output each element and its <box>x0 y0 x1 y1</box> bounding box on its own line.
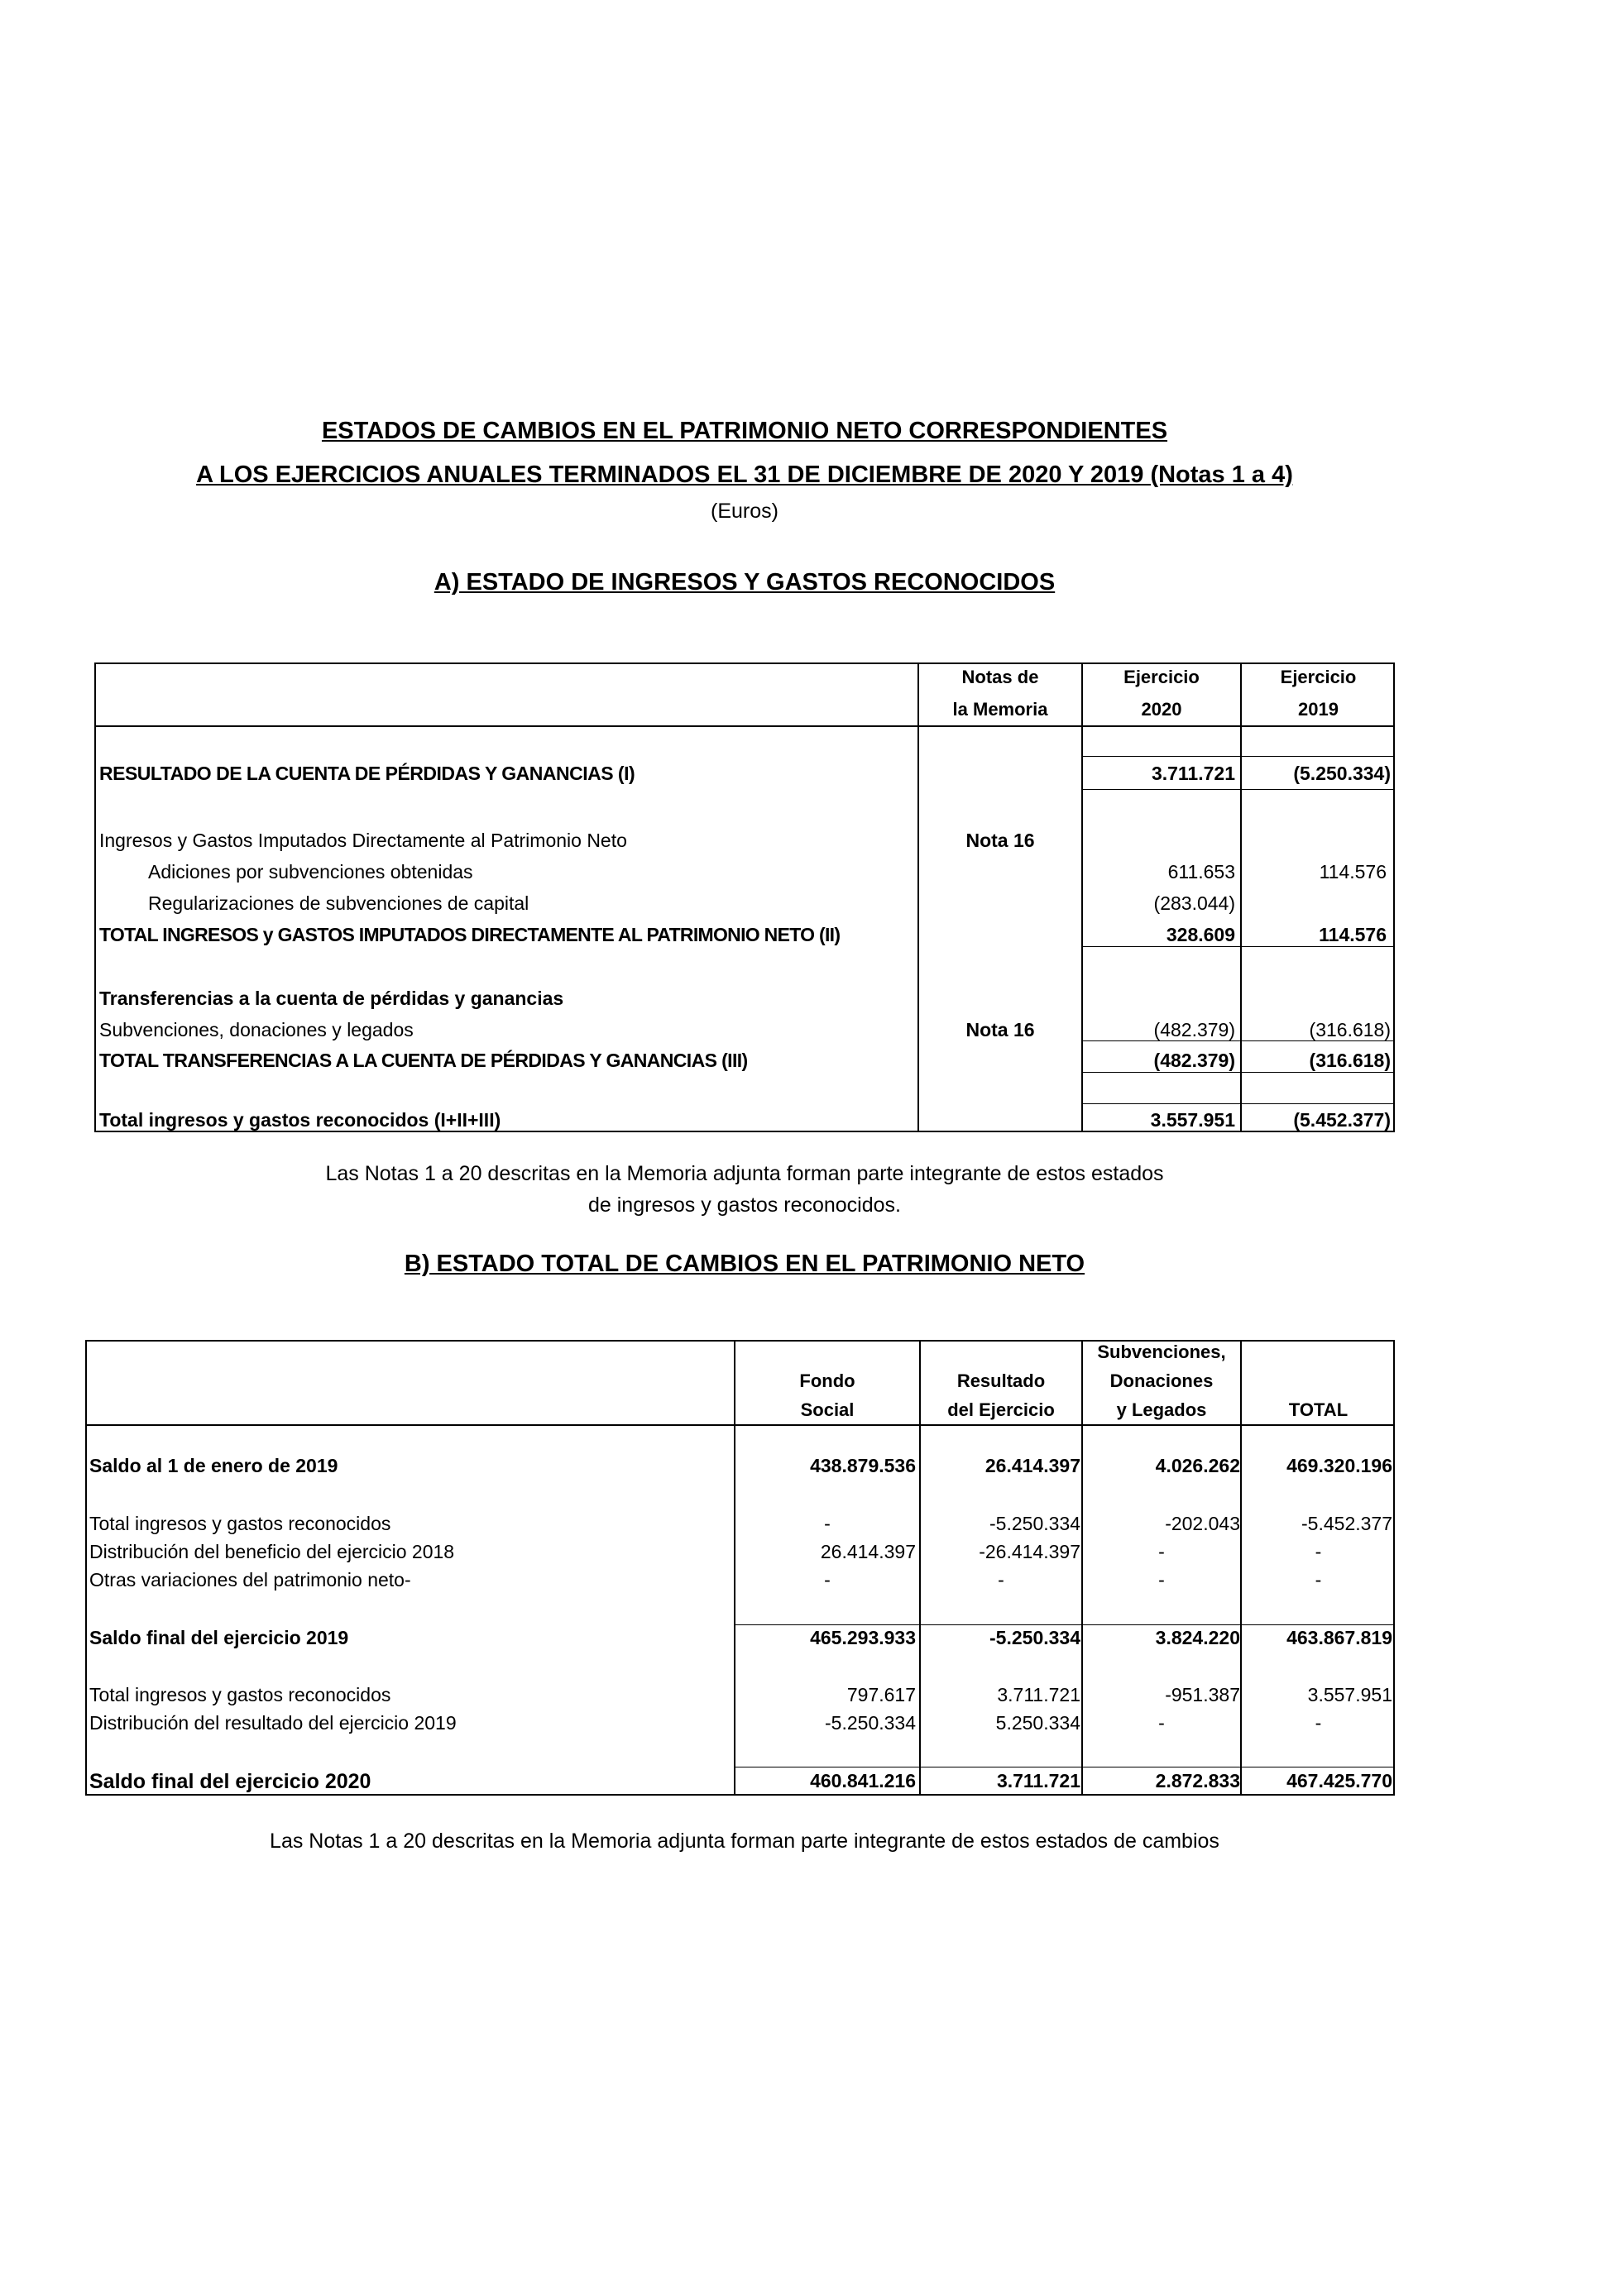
note-ref: Nota 16 <box>965 1019 1035 1040</box>
col-resultado-header-1: Resultado <box>956 1370 1046 1391</box>
row-label: Total ingresos y gastos reconocidos <box>89 1684 391 1705</box>
value-resultado: -5.250.334 <box>989 1627 1080 1648</box>
page-title-line1: ESTADOS DE CAMBIOS EN EL PATRIMONIO NETO CORRESPONDIENTES <box>321 418 1168 444</box>
value-resultado: 5.250.334 <box>995 1712 1080 1734</box>
page-title-line2: A LOS EJERCICIOS ANUALES TERMINADOS EL 31 DE DICIEMBRE DE 2020 Y 2019 (Notas 1 a 4) <box>196 462 1293 488</box>
row-label: TOTAL TRANSFERENCIAS A LA CUENTA DE PÉRDIDAS Y GANANCIAS (III) <box>99 1050 748 1071</box>
value-2019: (316.618) <box>1309 1050 1391 1071</box>
value-2020: 3.711.721 <box>1151 763 1235 784</box>
section-a-footnote-line1: Las Notas 1 a 20 descritas en la Memoria adjunta forman parte integrante de estos estados <box>325 1162 1164 1185</box>
currency-label: (Euros) <box>711 500 778 523</box>
value-subv: - <box>1158 1569 1165 1590</box>
col-2019-header-1: Ejercicio <box>1280 667 1357 687</box>
value-total: 3.557.951 <box>1307 1684 1392 1705</box>
row-label: Saldo final del ejercicio 2020 <box>89 1770 371 1793</box>
col-notes-header-2: la Memoria <box>952 699 1048 720</box>
value-2020: 611.653 <box>1167 861 1235 883</box>
row-label: Saldo al 1 de enero de 2019 <box>89 1455 338 1476</box>
value-fondo: 438.879.536 <box>810 1455 916 1476</box>
col-subv-header-3: y Legados <box>1116 1399 1207 1420</box>
row-label: Total ingresos y gastos reconocidos (I+II+III) <box>99 1109 501 1131</box>
col-2019-header-2: 2019 <box>1298 699 1339 720</box>
value-fondo: - <box>824 1569 831 1590</box>
value-2020: (482.379) <box>1153 1050 1235 1071</box>
value-total: 463.867.819 <box>1286 1627 1392 1648</box>
value-fondo: -5.250.334 <box>825 1712 916 1734</box>
row-label: Total ingresos y gastos reconocidos <box>89 1513 391 1534</box>
row-label: Ingresos y Gastos Imputados Directamente al Patrimonio Neto <box>99 830 627 851</box>
row-label: Otras variaciones del patrimonio neto- <box>89 1569 411 1590</box>
value-subv: 4.026.262 <box>1155 1455 1240 1476</box>
row-label: Distribución del beneficio del ejercicio 2018 <box>89 1541 455 1562</box>
col-fondo-header-2: Social <box>800 1399 855 1420</box>
value-total: - <box>1315 1712 1322 1734</box>
value-fondo: 797.617 <box>846 1684 916 1705</box>
value-resultado: 26.414.397 <box>984 1455 1080 1476</box>
section-b-footnote: Las Notas 1 a 20 descritas en la Memoria adjunta forman parte integrante de estos estados de cambios <box>270 1830 1219 1853</box>
section-a-footnote-line2: de ingresos y gastos reconocidos. <box>588 1193 901 1217</box>
col-2020-header-2: 2020 <box>1141 699 1182 720</box>
col-total-header: TOTAL <box>1288 1399 1349 1420</box>
value-subv: - <box>1158 1712 1165 1734</box>
value-fondo: 26.414.397 <box>820 1541 916 1562</box>
value-total: 467.425.770 <box>1286 1770 1392 1791</box>
col-notes-header-1: Notas de <box>961 667 1039 687</box>
value-2020: (482.379) <box>1153 1019 1235 1040</box>
row-label: RESULTADO DE LA CUENTA DE PÉRDIDAS Y GANANCIAS (I) <box>99 763 635 784</box>
value-fondo: 460.841.216 <box>810 1770 916 1791</box>
col-subv-header-1: Subvenciones, <box>1097 1342 1226 1362</box>
value-resultado: 3.711.721 <box>997 1684 1080 1705</box>
value-total: 469.320.196 <box>1286 1455 1392 1476</box>
row-label: Transferencias a la cuenta de pérdidas y ganancias <box>99 988 564 1009</box>
row-label: Regularizaciones de subvenciones de capital <box>148 892 529 914</box>
value-2019: (316.618) <box>1309 1019 1391 1040</box>
value-2020: (283.044) <box>1153 892 1235 914</box>
row-label: Subvenciones, donaciones y legados <box>99 1019 414 1040</box>
row-label: TOTAL INGRESOS y GASTOS IMPUTADOS DIRECTAMENTE AL PATRIMONIO NETO (II) <box>99 924 841 945</box>
value-2019: 114.576 <box>1319 924 1387 945</box>
value-subv: - <box>1158 1541 1165 1562</box>
section-b-title: B) ESTADO TOTAL DE CAMBIOS EN EL PATRIMONIO NETO <box>404 1251 1085 1277</box>
value-2020: 328.609 <box>1166 924 1235 945</box>
col-resultado-header-2: del Ejercicio <box>947 1399 1055 1420</box>
note-ref: Nota 16 <box>965 830 1035 851</box>
section-a-title: A) ESTADO DE INGRESOS Y GASTOS RECONOCIDOS <box>434 569 1056 596</box>
row-label: Saldo final del ejercicio 2019 <box>89 1627 349 1648</box>
value-total: - <box>1315 1569 1322 1590</box>
value-resultado: -5.250.334 <box>989 1513 1080 1534</box>
value-2019: 114.576 <box>1319 861 1387 883</box>
row-label: Distribución del resultado del ejercicio 2019 <box>89 1712 457 1734</box>
value-resultado: -26.414.397 <box>979 1541 1080 1562</box>
value-subv: -202.043 <box>1165 1513 1240 1534</box>
value-2019: (5.452.377) <box>1293 1109 1391 1131</box>
row-label: Adiciones por subvenciones obtenidas <box>148 861 473 883</box>
col-fondo-header-1: Fondo <box>799 1370 855 1391</box>
value-subv: -951.387 <box>1165 1684 1240 1705</box>
value-resultado: 3.711.721 <box>996 1770 1080 1791</box>
value-total: -5.452.377 <box>1301 1513 1392 1534</box>
value-fondo: - <box>824 1513 831 1534</box>
value-fondo: 465.293.933 <box>810 1627 916 1648</box>
value-subv: 2.872.833 <box>1155 1770 1240 1791</box>
value-total: - <box>1315 1541 1322 1562</box>
value-subv: 3.824.220 <box>1155 1627 1240 1648</box>
value-2020: 3.557.951 <box>1150 1109 1235 1131</box>
value-2019: (5.250.334) <box>1293 763 1391 784</box>
col-2020-header-1: Ejercicio <box>1123 667 1200 687</box>
col-subv-header-2: Donaciones <box>1109 1370 1214 1391</box>
value-resultado: - <box>998 1569 1004 1590</box>
